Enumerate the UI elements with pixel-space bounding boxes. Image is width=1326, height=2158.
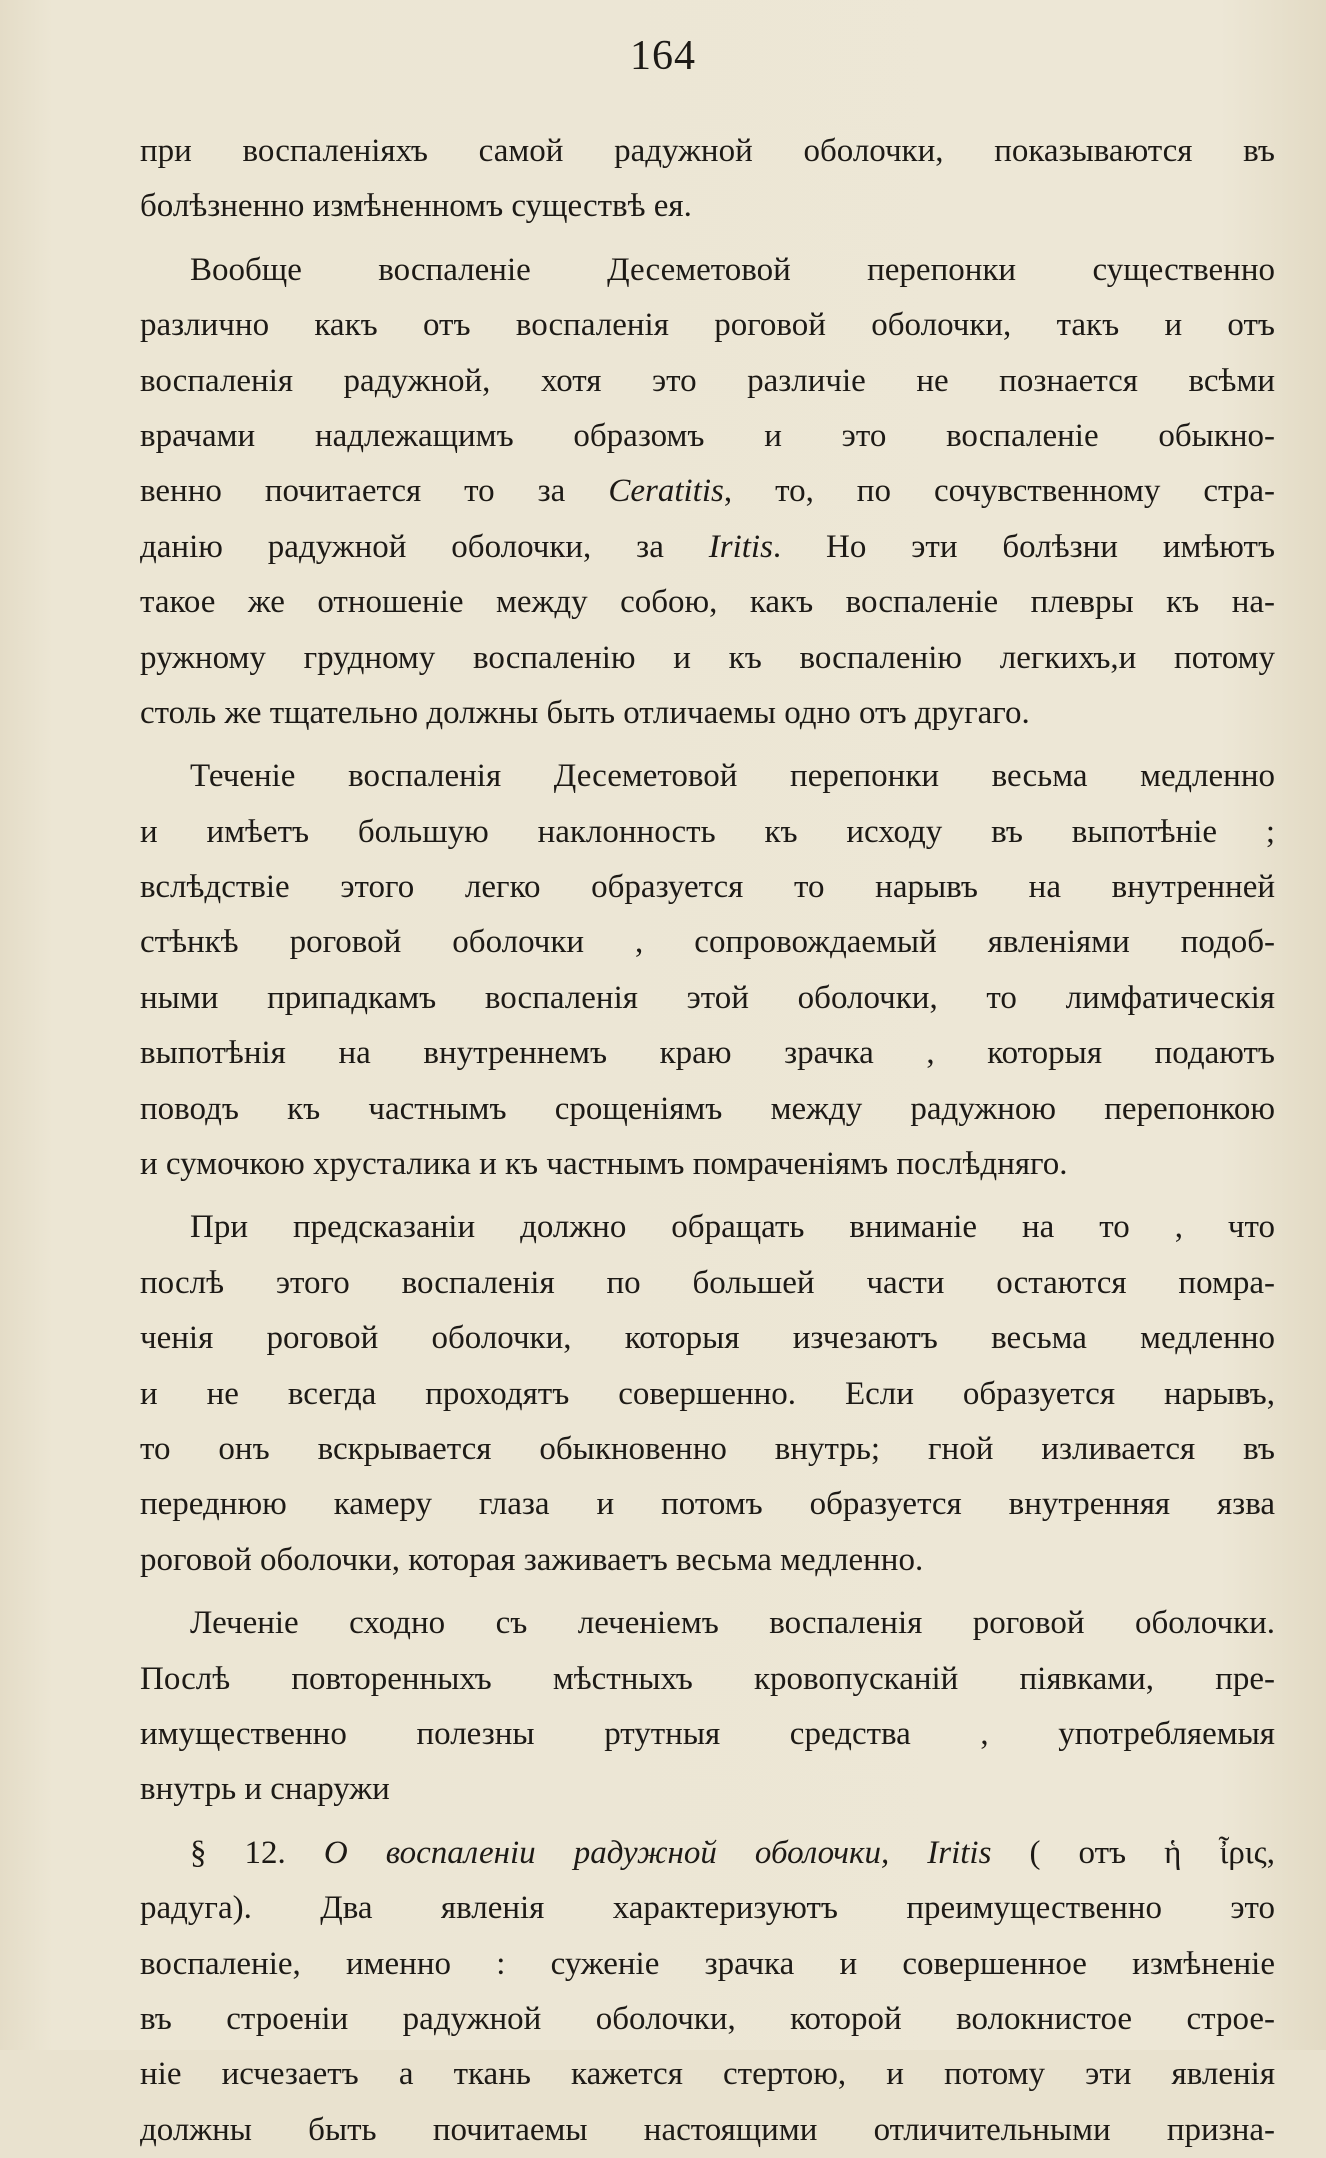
text-line: внутрь и снаружи — [140, 1771, 390, 1808]
text-line: при воспаленіяхъ самой радужной оболочки, показываются въ — [140, 133, 1275, 169]
paragraph-start-line: Леченіе сходно съ леченіемъ воспаленія роговой оболочки. — [190, 1605, 1275, 1642]
page-number: 164 — [630, 33, 696, 79]
text-line: и имѣетъ большую наклонность къ исходу въ выпотѣніе ; — [140, 813, 1275, 850]
paragraph-start-line: При предсказаніи должно обращать вниманіе на то , что — [190, 1209, 1275, 1246]
text-line: выпотѣнія на внутреннемъ краю зрачка , которыя подаютъ — [140, 1035, 1275, 1072]
text-line: стѣнкѣ роговой оболочки , сопровождаемый явленіями подоб- — [140, 924, 1275, 961]
text-line: послѣ этого воспаленія по большей части остаются помра- — [140, 1264, 1275, 1301]
text-line: столь же тщательно должны быть отличаемы одно отъ другаго. — [140, 694, 1030, 731]
text-line: роговой оболочки, которая заживаетъ весьма медленно. — [140, 1541, 924, 1578]
text-line: такое же отношеніе между собою, какъ воспаленіе плевры къ на- — [140, 584, 1275, 621]
text-line: переднюю камеру глаза и потомъ образуется внутренняя язва — [140, 1486, 1275, 1523]
text-line: ными припадкамъ воспаленія этой оболочки, то лимфатическія — [140, 979, 1275, 1016]
text-line: поводъ къ частнымъ срощеніямъ между радужною перепонкою — [140, 1090, 1275, 1127]
text-line: радуга). Два явленія характеризуютъ преимущественно это — [140, 1890, 1275, 1927]
text-fragment: ( отъ ἡ ἶρις, — [991, 1834, 1276, 1871]
text-line: различно какъ отъ воспаленія роговой оболочки, такъ и отъ — [140, 307, 1275, 344]
text-line: ніе исчезаетъ а ткань кажется стертою, и потому эти явленія — [140, 2056, 1275, 2093]
text-fragment: данію радужной оболочки, за — [140, 528, 709, 565]
text-line: и сумочкою хрусталика и къ частнымъ помраченіямъ послѣдняго. — [140, 1146, 1068, 1183]
latin-term-iritis: Iritis — [708, 528, 773, 565]
section-number: § 12. — [190, 1834, 324, 1871]
text-line: ружному грудному воспаленію и къ воспаленію легкихъ,и потому — [140, 639, 1275, 676]
text-line: то онъ вскрывается обыкновенно внутрь; гной изливается въ — [140, 1430, 1275, 1467]
text-line — [140, 520, 1275, 575]
text-line: врачами надлежащимъ образомъ и это воспаленіе обыкно- — [140, 417, 1275, 454]
paragraph-start-line: Теченіе воспаленія Десеметовой перепонки весьма медленно — [190, 758, 1275, 795]
paragraph-start-line: Вообще воспаленіе Десеметовой перепонки существенно — [190, 251, 1275, 288]
text-fragment: , то, по сочувственному стра- — [723, 473, 1275, 510]
text-line: и не всегда проходятъ совершенно. Если образуется нарывъ, — [140, 1375, 1275, 1412]
text-line: въ строеніи радужной оболочки, которой волокнистое строе- — [140, 2000, 1275, 2037]
text-line: Послѣ повторенныхъ мѣстныхъ кровопусканій піявками, пре- — [140, 1660, 1275, 1697]
text-line: должны быть почитаемы настоящими отличительными призна- — [140, 2111, 1275, 2148]
text-line: ченія роговой оболочки, которыя изчезаютъ весьма медленно — [140, 1320, 1275, 1357]
section-title: О воспаленіи радужной оболочки, Iritis — [323, 1834, 992, 1871]
body-text — [140, 124, 1275, 2158]
text-line: воспаленіе, именно : суженіе зрачка и совершенное измѣненіе — [140, 1945, 1275, 1982]
latin-term-ceratitis: Ceratitis — [608, 473, 724, 510]
text-fragment: . Но эти болѣзни имѣютъ — [772, 528, 1276, 565]
text-line: вслѣдствіе этого легко образуется то нарывъ на внутренней — [140, 869, 1275, 906]
text-fragment: венно почитается то за — [140, 473, 609, 510]
text-line: воспаленія радужной, хотя это различіе не познается всѣми — [140, 362, 1275, 399]
text-line: болѣзненно измѣненномъ существѣ ея. — [140, 188, 692, 225]
text-line: имущественно полезны ртутныя средства , употребляемыя — [140, 1715, 1275, 1752]
section-heading-line — [140, 1826, 1275, 1881]
text-line — [140, 464, 1275, 519]
